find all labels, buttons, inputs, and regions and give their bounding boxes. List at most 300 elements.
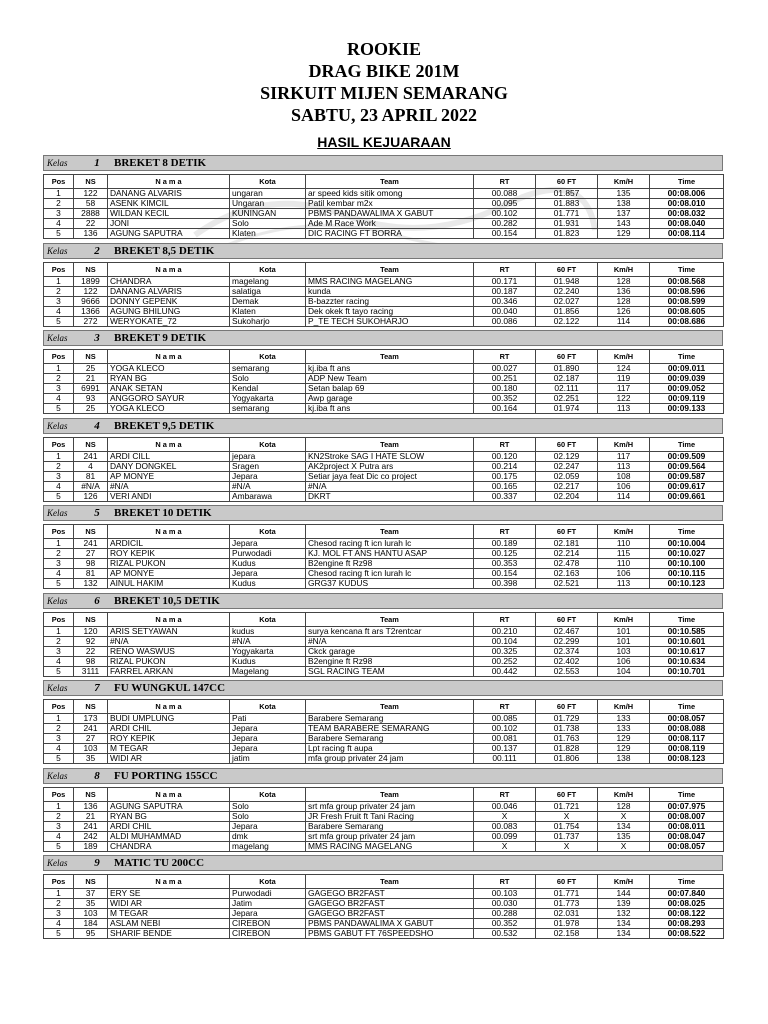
- cell-nama: AP MONYE: [108, 471, 230, 481]
- cell-nama: CHANDRA: [108, 841, 230, 851]
- column-header-team: Team: [306, 875, 474, 889]
- cell-kota: CIREBON: [230, 929, 306, 939]
- cell-pos: 4: [44, 744, 74, 754]
- cell-kmh: X: [598, 841, 650, 851]
- cell-60ft: 02.467: [536, 626, 598, 636]
- header-line-1: ROOKIE: [346, 39, 421, 59]
- cell-60ft: 02.187: [536, 374, 598, 384]
- cell-pos: 5: [44, 579, 74, 589]
- table-header-row: [44, 350, 724, 364]
- cell-team: srt mfa group privater 24 jam: [306, 831, 474, 841]
- cell-kota: Jatim: [230, 899, 306, 909]
- cell-kota: Kudus: [230, 579, 306, 589]
- column-header-60ft: 60 FT: [536, 612, 598, 626]
- column-header-60ft: 60 FT: [536, 437, 598, 451]
- column-header-kota: Kota: [230, 875, 306, 889]
- cell-rt: 00.171: [474, 276, 536, 286]
- cell-ns: 122: [74, 189, 108, 199]
- cell-rt: 00.180: [474, 384, 536, 394]
- table-row: [44, 666, 724, 676]
- cell-nama: ALDI MUHAMMAD: [108, 831, 230, 841]
- cell-nama: VERI ANDI: [108, 491, 230, 501]
- table-row: [44, 296, 724, 306]
- cell-60ft: 02.374: [536, 646, 598, 656]
- cell-kota: Klaten: [230, 229, 306, 239]
- cell-rt: 00.398: [474, 579, 536, 589]
- cell-time: 00:10.617: [650, 646, 724, 656]
- column-header-kota: Kota: [230, 175, 306, 189]
- table-row: [44, 276, 724, 286]
- header-line-4: SABTU, 23 APRIL 2022: [290, 105, 478, 125]
- cell-nama: M TEGAR: [108, 744, 230, 754]
- cell-ns: 22: [74, 646, 108, 656]
- cell-ns: 95: [74, 929, 108, 939]
- cell-60ft: 02.204: [536, 491, 598, 501]
- table-row: [44, 579, 724, 589]
- cell-time: 00:08.114: [650, 229, 724, 239]
- cell-60ft: 01.948: [536, 276, 598, 286]
- column-header-pos: Pos: [44, 700, 74, 714]
- cell-kota: Kudus: [230, 559, 306, 569]
- column-header-ns: NS: [74, 700, 108, 714]
- cell-pos: 5: [44, 404, 74, 414]
- column-header-60ft: 60 FT: [536, 350, 598, 364]
- cell-nama: DANY DONGKEL: [108, 461, 230, 471]
- class-name: BREKET 10 DETIK: [114, 507, 212, 519]
- cell-ns: 184: [74, 919, 108, 929]
- table-row: [44, 744, 724, 754]
- cell-kmh: 134: [598, 821, 650, 831]
- results-table: [43, 787, 724, 852]
- cell-ns: 126: [74, 491, 108, 501]
- cell-team: PBMS GABUT FT 76SPEEDSHO: [306, 929, 474, 939]
- cell-kota: Jepara: [230, 471, 306, 481]
- class-section: [43, 418, 723, 506]
- cell-pos: 1: [44, 364, 74, 374]
- cell-nama: CHANDRA: [108, 276, 230, 286]
- table-row: [44, 404, 724, 414]
- cell-kota: Jepara: [230, 539, 306, 549]
- cell-time: 00:08.522: [650, 929, 724, 939]
- cell-time: 00:08.605: [650, 306, 724, 316]
- cell-60ft: 01.883: [536, 199, 598, 209]
- cell-60ft: 02.122: [536, 316, 598, 326]
- cell-60ft: 01.974: [536, 404, 598, 414]
- column-header-pos: Pos: [44, 612, 74, 626]
- table-row: [44, 656, 724, 666]
- cell-ns: 81: [74, 471, 108, 481]
- cell-rt: 00.346: [474, 296, 536, 306]
- cell-ns: 58: [74, 199, 108, 209]
- cell-time: 00:09.011: [650, 364, 724, 374]
- table-row: [44, 286, 724, 296]
- cell-nama: ROY KEPIK: [108, 549, 230, 559]
- cell-kmh: 128: [598, 276, 650, 286]
- column-header-kmh: Km/H: [598, 787, 650, 801]
- cell-rt: 00.532: [474, 929, 536, 939]
- table-row: [44, 209, 724, 219]
- cell-pos: 2: [44, 811, 74, 821]
- cell-kmh: 122: [598, 394, 650, 404]
- cell-kota: Magelang: [230, 666, 306, 676]
- cell-time: 00:08.599: [650, 296, 724, 306]
- table-row: [44, 461, 724, 471]
- cell-nama: AP MONYE: [108, 569, 230, 579]
- cell-pos: 4: [44, 656, 74, 666]
- cell-kmh: 135: [598, 831, 650, 841]
- table-header-row: [44, 875, 724, 889]
- cell-pos: 5: [44, 929, 74, 939]
- cell-rt: 00.442: [474, 666, 536, 676]
- cell-time: 00:08.006: [650, 189, 724, 199]
- cell-60ft: 01.806: [536, 754, 598, 764]
- cell-pos: 5: [44, 316, 74, 326]
- cell-kota: Kendal: [230, 384, 306, 394]
- cell-nama: RIZAL PUKON: [108, 559, 230, 569]
- cell-team: #N/A: [306, 481, 474, 491]
- cell-rt: 00.137: [474, 744, 536, 754]
- column-header-ns: NS: [74, 612, 108, 626]
- cell-kota: jatim: [230, 754, 306, 764]
- class-name: FU PORTING 155CC: [114, 769, 218, 782]
- cell-kmh: 124: [598, 364, 650, 374]
- cell-kmh: 114: [598, 491, 650, 501]
- kelas-label: Kelas: [47, 595, 68, 606]
- results-table: [43, 349, 724, 414]
- cell-ns: 173: [74, 714, 108, 724]
- cell-60ft: 02.111: [536, 384, 598, 394]
- cell-team: Patil kembar m2x: [306, 199, 474, 209]
- results-table: [43, 437, 724, 502]
- cell-team: kj.iba ft ans: [306, 404, 474, 414]
- column-header-nama: N a m a: [108, 525, 230, 539]
- column-header-60ft: 60 FT: [536, 262, 598, 276]
- cell-rt: 00.081: [474, 734, 536, 744]
- cell-kmh: 135: [598, 189, 650, 199]
- cell-kmh: 101: [598, 636, 650, 646]
- results-table: [43, 699, 724, 764]
- cell-rt: 00.102: [474, 724, 536, 734]
- column-header-rt: RT: [474, 787, 536, 801]
- table-row: [44, 714, 724, 724]
- column-header-team: Team: [306, 437, 474, 451]
- table-row: [44, 919, 724, 929]
- column-header-time: Time: [650, 350, 724, 364]
- cell-ns: 241: [74, 539, 108, 549]
- cell-nama: YOGA KLECO: [108, 364, 230, 374]
- cell-rt: 00.337: [474, 491, 536, 501]
- cell-nama: RIZAL PUKON: [108, 656, 230, 666]
- column-header-kota: Kota: [230, 350, 306, 364]
- cell-ns: 21: [74, 811, 108, 821]
- cell-rt: 00.189: [474, 539, 536, 549]
- cell-kota: #N/A: [230, 636, 306, 646]
- cell-rt: 00.095: [474, 199, 536, 209]
- cell-nama: WIDI AR: [108, 899, 230, 909]
- cell-kota: kudus: [230, 626, 306, 636]
- cell-60ft: 02.553: [536, 666, 598, 676]
- cell-time: 00:09.587: [650, 471, 724, 481]
- column-header-nama: N a m a: [108, 612, 230, 626]
- cell-pos: 2: [44, 199, 74, 209]
- column-header-kmh: Km/H: [598, 525, 650, 539]
- cell-pos: 3: [44, 909, 74, 919]
- cell-kota: KUNINGAN: [230, 209, 306, 219]
- kelas-label: Kelas: [47, 333, 68, 343]
- cell-60ft: 02.299: [536, 636, 598, 646]
- cell-time: 00:09.039: [650, 374, 724, 384]
- cell-time: 00:08.293: [650, 919, 724, 929]
- cell-team: B2engine ft Rz98: [306, 559, 474, 569]
- cell-time: 00:08.123: [650, 754, 724, 764]
- class-header-bar: [43, 855, 723, 871]
- cell-kota: dmk: [230, 831, 306, 841]
- cell-time: 00:10.027: [650, 549, 724, 559]
- class-header-bar: [43, 680, 723, 696]
- cell-team: kunda: [306, 286, 474, 296]
- cell-60ft: 01.771: [536, 889, 598, 899]
- cell-nama: ANAK SETAN: [108, 384, 230, 394]
- class-header-bar: [43, 330, 723, 346]
- cell-team: MMS RACING MAGELANG: [306, 841, 474, 851]
- results-table: [43, 262, 724, 327]
- class-section: [43, 680, 723, 768]
- cell-team: kj.iba ft ans: [306, 364, 474, 374]
- cell-kota: magelang: [230, 276, 306, 286]
- table-header-row: [44, 700, 724, 714]
- cell-ns: 22: [74, 219, 108, 229]
- cell-time: 00:08.032: [650, 209, 724, 219]
- column-header-rt: RT: [474, 175, 536, 189]
- cell-time: 00:10.601: [650, 636, 724, 646]
- cell-kota: semarang: [230, 404, 306, 414]
- column-header-kota: Kota: [230, 437, 306, 451]
- cell-kota: Sukoharjo: [230, 316, 306, 326]
- cell-60ft: 01.729: [536, 714, 598, 724]
- column-header-pos: Pos: [44, 787, 74, 801]
- cell-ns: 189: [74, 841, 108, 851]
- cell-time: 00:08.117: [650, 734, 724, 744]
- cell-pos: 4: [44, 306, 74, 316]
- cell-60ft: 02.129: [536, 451, 598, 461]
- cell-team: #N/A: [306, 636, 474, 646]
- results-table: [43, 612, 724, 677]
- cell-pos: 3: [44, 646, 74, 656]
- cell-team: Setan balap 69: [306, 384, 474, 394]
- cell-kota: ungaran: [230, 189, 306, 199]
- cell-time: 00:08.122: [650, 909, 724, 919]
- class-name: FU WUNGKUL 147CC: [114, 682, 226, 694]
- column-header-team: Team: [306, 700, 474, 714]
- cell-kota: Yogyakarta: [230, 646, 306, 656]
- cell-rt: 00.086: [474, 316, 536, 326]
- cell-rt: 00.288: [474, 909, 536, 919]
- cell-pos: 3: [44, 296, 74, 306]
- column-header-pos: Pos: [44, 525, 74, 539]
- cell-kmh: 108: [598, 471, 650, 481]
- cell-time: 00:09.119: [650, 394, 724, 404]
- table-row: [44, 549, 724, 559]
- cell-kota: semarang: [230, 364, 306, 374]
- cell-kota: Jepara: [230, 821, 306, 831]
- class-header-bar: [43, 418, 723, 434]
- cell-team: B2engine ft Rz98: [306, 656, 474, 666]
- cell-60ft: 02.059: [536, 471, 598, 481]
- cell-kmh: 103: [598, 646, 650, 656]
- table-row: [44, 831, 724, 841]
- table-row: [44, 384, 724, 394]
- cell-rt: 00.210: [474, 626, 536, 636]
- cell-pos: 2: [44, 461, 74, 471]
- column-header-pos: Pos: [44, 350, 74, 364]
- table-row: [44, 626, 724, 636]
- cell-kmh: 128: [598, 296, 650, 306]
- cell-nama: RYAN BG: [108, 811, 230, 821]
- column-header-team: Team: [306, 175, 474, 189]
- cell-60ft: 02.240: [536, 286, 598, 296]
- cell-pos: 5: [44, 229, 74, 239]
- cell-rt: 00.325: [474, 646, 536, 656]
- cell-60ft: 02.478: [536, 559, 598, 569]
- cell-ns: 35: [74, 899, 108, 909]
- cell-nama: AINUL HAKIM: [108, 579, 230, 589]
- table-row: [44, 451, 724, 461]
- table-row: [44, 364, 724, 374]
- cell-kota: Pati: [230, 714, 306, 724]
- cell-60ft: 02.217: [536, 481, 598, 491]
- column-header-nama: N a m a: [108, 437, 230, 451]
- cell-team: SGL RACING TEAM: [306, 666, 474, 676]
- document-header: [0, 38, 768, 126]
- cell-rt: 00.154: [474, 229, 536, 239]
- cell-ns: 93: [74, 394, 108, 404]
- class-number: 3: [94, 332, 100, 344]
- cell-pos: 1: [44, 801, 74, 811]
- column-header-pos: Pos: [44, 175, 74, 189]
- kelas-label: Kelas: [47, 770, 68, 781]
- cell-pos: 3: [44, 384, 74, 394]
- column-header-kota: Kota: [230, 262, 306, 276]
- column-header-rt: RT: [474, 612, 536, 626]
- table-row: [44, 471, 724, 481]
- column-header-kota: Kota: [230, 612, 306, 626]
- class-number: 4: [94, 419, 100, 432]
- cell-kmh: 113: [598, 461, 650, 471]
- cell-60ft: 02.247: [536, 461, 598, 471]
- cell-pos: 2: [44, 636, 74, 646]
- cell-kmh: 139: [598, 899, 650, 909]
- class-section: [43, 768, 723, 856]
- table-row: [44, 316, 724, 326]
- class-section: [43, 155, 723, 243]
- cell-nama: ASLAM NEBI: [108, 919, 230, 929]
- class-section: [43, 593, 723, 681]
- table-row: [44, 646, 724, 656]
- cell-rt: 00.154: [474, 569, 536, 579]
- cell-rt: 00.187: [474, 286, 536, 296]
- table-header-row: [44, 525, 724, 539]
- cell-pos: 4: [44, 219, 74, 229]
- cell-team: Barabere Semarang: [306, 714, 474, 724]
- column-header-nama: N a m a: [108, 700, 230, 714]
- cell-rt: 00.104: [474, 636, 536, 646]
- cell-60ft: X: [536, 811, 598, 821]
- column-header-kota: Kota: [230, 525, 306, 539]
- column-header-time: Time: [650, 875, 724, 889]
- cell-ns: 98: [74, 656, 108, 666]
- cell-team: Chesod racing ft icn lurah lc: [306, 539, 474, 549]
- cell-team: GAGEGO BR2FAST: [306, 909, 474, 919]
- cell-time: 00:10.115: [650, 569, 724, 579]
- cell-nama: ARDI CILL: [108, 451, 230, 461]
- cell-time: 00:08.040: [650, 219, 724, 229]
- cell-team: PBMS PANDAWALIMA X GABUT: [306, 209, 474, 219]
- cell-pos: 2: [44, 724, 74, 734]
- cell-ns: 4: [74, 461, 108, 471]
- column-header-60ft: 60 FT: [536, 525, 598, 539]
- cell-team: Lpt racing ft aupa: [306, 744, 474, 754]
- kelas-label: Kelas: [47, 245, 68, 256]
- class-section: [43, 505, 723, 593]
- class-name: BREKET 9 DETIK: [114, 332, 207, 344]
- header-line-2: DRAG BIKE 201M: [308, 61, 460, 81]
- class-header-bar: [43, 505, 723, 521]
- cell-time: 00:09.564: [650, 461, 724, 471]
- document-subtitle: HASIL KEJUARAAN: [317, 134, 451, 150]
- cell-time: 00:10.004: [650, 539, 724, 549]
- column-header-60ft: 60 FT: [536, 787, 598, 801]
- cell-nama: ARDI CHIL: [108, 821, 230, 831]
- class-number: 9: [94, 857, 100, 869]
- cell-kota: Klaten: [230, 306, 306, 316]
- cell-time: 00:10.100: [650, 559, 724, 569]
- cell-pos: 1: [44, 889, 74, 899]
- cell-team: MMS RACING MAGELANG: [306, 276, 474, 286]
- column-header-pos: Pos: [44, 437, 74, 451]
- cell-kmh: 134: [598, 919, 650, 929]
- cell-kmh: 129: [598, 744, 650, 754]
- cell-time: 00:08.057: [650, 841, 724, 851]
- cell-rt: 00.046: [474, 801, 536, 811]
- column-header-time: Time: [650, 437, 724, 451]
- class-name: BREKET 8 DETIK: [114, 157, 207, 169]
- table-row: [44, 734, 724, 744]
- cell-team: ar speed kids sitik omong: [306, 189, 474, 199]
- cell-team: PBMS PANDAWALIMA X GABUT: [306, 919, 474, 929]
- cell-kmh: 134: [598, 929, 650, 939]
- table-header-row: [44, 437, 724, 451]
- column-header-kota: Kota: [230, 700, 306, 714]
- cell-team: B-bazzter racing: [306, 296, 474, 306]
- cell-time: 00:07.975: [650, 801, 724, 811]
- column-header-time: Time: [650, 612, 724, 626]
- cell-time: 00:08.568: [650, 276, 724, 286]
- cell-pos: 1: [44, 626, 74, 636]
- cell-pos: 4: [44, 569, 74, 579]
- cell-ns: 3111: [74, 666, 108, 676]
- class-name: BREKET 9,5 DETIK: [114, 419, 215, 432]
- cell-kota: Ungaran: [230, 199, 306, 209]
- cell-rt: 00.030: [474, 899, 536, 909]
- column-header-time: Time: [650, 700, 724, 714]
- cell-nama: AGUNG BHILUNG: [108, 306, 230, 316]
- cell-kmh: 143: [598, 219, 650, 229]
- table-row: [44, 199, 724, 209]
- column-header-kmh: Km/H: [598, 175, 650, 189]
- column-header-team: Team: [306, 262, 474, 276]
- cell-ns: 81: [74, 569, 108, 579]
- column-header-kmh: Km/H: [598, 437, 650, 451]
